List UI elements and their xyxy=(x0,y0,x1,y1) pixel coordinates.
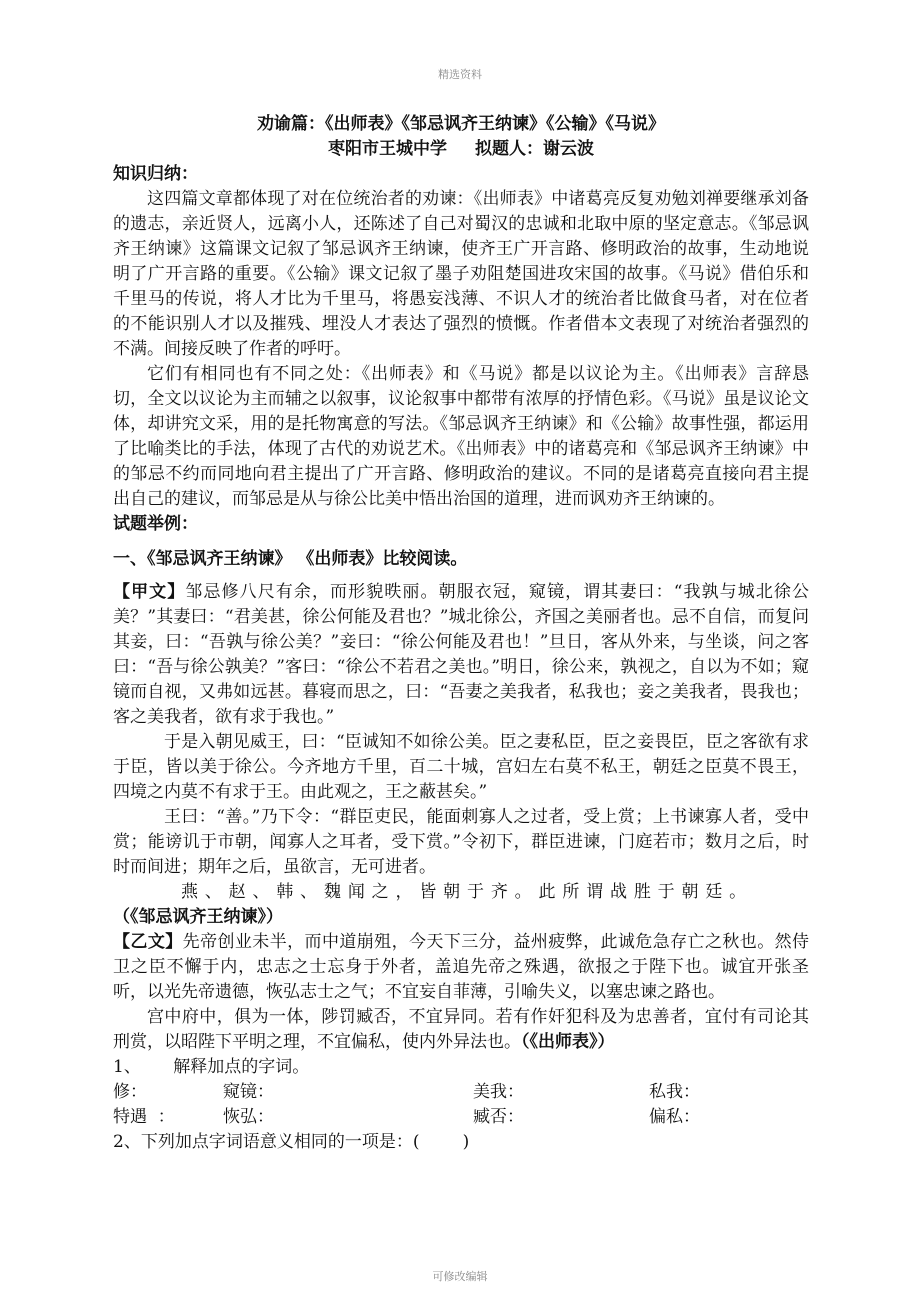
footer-note: 可修改编辑 xyxy=(432,1270,488,1283)
passage-jia-paragraph-3: 王曰：“善。”乃下令：“群臣吏民，能面刺寡人之过者，受上赏；上书谏寡人者，受中赏；能谤讥于市朝，闻寡人之耳者，受下赏。”令初下，群臣进谏，门庭若市；数月之后，时时而间进；期年之后，虽欲言，无可进者。 xyxy=(113,807,809,877)
passage-jia-paragraph-4 xyxy=(113,880,809,930)
passage-yi-paragraph-1 xyxy=(113,930,809,1005)
passage-jia-tag: 【甲文】 xyxy=(113,582,186,602)
examples-heading: 试题举例： xyxy=(113,514,198,534)
question-2-label: 2、下列加点字词语意义相同的一项是：( ) xyxy=(113,1132,470,1152)
header-note: 精选资料 xyxy=(438,68,482,81)
term-xiu: 修： xyxy=(113,1082,147,1102)
school-name: 枣阳市王城中学 xyxy=(328,139,447,159)
passage-jia-paragraph-1 xyxy=(113,580,809,730)
passage-yi-text-2: 宫中府中，俱为一体，陟罚臧否，不宜异同。若有作奸犯科及为忠善者，宜付有司论其刑赏，以昭陛下平明之理，不宜偏私，使内外异法也。 xyxy=(113,1007,809,1052)
passage-yi-source: （《出师表》） xyxy=(521,1032,615,1052)
document-title: 劝谕篇：《出师表》《邹忌讽齐王纳谏》《公输》《马说》 xyxy=(257,114,665,134)
knowledge-heading: 知识归纳： xyxy=(113,164,198,184)
passage-jia-source: （《邹忌讽齐王纳谏》） xyxy=(113,907,283,927)
question-1-label: 1、 解释加点的字词。 xyxy=(113,1057,310,1077)
passage-yi-tag: 【乙文】 xyxy=(113,932,183,952)
author-name: 拟题人：谢云波 xyxy=(475,139,594,159)
term-siwo: 私我： xyxy=(649,1082,700,1102)
passage-jia-text-1: 邹忌修八尺有余，而形貌昳丽。朝服衣冠，窥镜，谓其妻曰：“我孰与城北徐公美？”其妻曰：“君美甚，徐公何能及君也？”城北徐公，齐国之美丽者也。忌不自信，而复问其妾，曰：“吾孰与徐公美？”妾曰：“徐公何能及君也！”旦日，客从外来，与坐谈，问之客曰：“吾与徐公孰美？”客曰：“徐公不若君之美也。”明日，徐公来，孰视之，自以为不如；窥镜而自视，又弗如远甚。暮寝而思之，曰：“吾妻之美我者，私我也；妾之美我者，畏我也；客之美我者，欲有求于我也。” xyxy=(113,582,809,727)
question-1-row-1 xyxy=(113,1080,809,1105)
term-kuijing: 窥镜： xyxy=(223,1082,274,1102)
knowledge-paragraph-2: 它们有相同也有不同之处：《出师表》和《马说》都是以议论为主。《出师表》言辞恳切，全文以议论为主而辅之以叙事，议论叙事中都带有浓厚的抒情色彩。《马说》虽是议论文体，却讲究文采，用的是托物寓意的写法。《邹忌讽齐王纳谏》和《公输》故事性强，都运用了比喻类比的手法，体现了古代的劝说艺术。《出师表》中的诸葛亮和《邹忌讽齐王纳谏》中的邹忌不约而同地向君主提出了广开言路、修明政治的建议。不同的是诸葛亮直接向君主提出自己的建议，而邹忌是从与徐公比美中悟出治国的道理，进而讽劝齐王纳谏的。 xyxy=(113,364,809,509)
passage-jia-text-4: 燕、赵、韩、魏闻之，皆朝于齐。此所谓战胜于朝廷。 xyxy=(181,882,753,902)
term-piansi: 偏私： xyxy=(649,1107,700,1127)
term-teyu: 特遇 ： xyxy=(113,1107,175,1127)
term-meiwo: 美我： xyxy=(473,1082,524,1102)
document-subtitle xyxy=(113,137,809,162)
passage-jia-paragraph-2: 于是入朝见威王，曰：“臣诚知不如徐公美。臣之妻私臣，臣之妾畏臣，臣之客欲有求于臣，皆以美于徐公。今齐地方千里，百二十城，宫妇左右莫不私王，朝廷之臣莫不畏王，四境之内莫不有求于王。由此观之，王之蔽甚矣。” xyxy=(113,732,809,802)
question-1-row-2 xyxy=(113,1105,809,1130)
passage-yi-paragraph-2 xyxy=(113,1005,809,1055)
section-1-title: 一、《邹忌讽齐王纳谏》 《出师表》比较阅读。 xyxy=(113,549,468,569)
term-zangpi: 臧否： xyxy=(473,1107,524,1127)
term-huihong: 恢弘： xyxy=(223,1107,274,1127)
knowledge-paragraph-1: 这四篇文章都体现了对在位统治者的劝谏：《出师表》中诸葛亮反复劝勉刘禅要继承刘备的遗志，亲近贤人，远离小人，还陈述了自己对蜀汉的忠诚和北取中原的坚定意志。《邹忌讽齐王纳谏》这篇课文记叙了邹忌讽齐王纳谏，使齐王广开言路、修明政治的故事，生动地说明了广开言路的重要。《公输》课文记叙了墨子劝阻楚国进攻宋国的故事。《马说》借伯乐和千里马的传说，将人才比为千里马，将愚妄浅薄、不识人才的统治者比做食马者，对在位者的不能识别人才以及摧残、埋没人才表达了强烈的愤慨。作者借本文表现了对统治者强烈的不满。间接反映了作者的呼吁。 xyxy=(113,189,809,359)
document-body xyxy=(113,108,809,1155)
passage-yi-text-1: 先帝创业未半，而中道崩殂，今天下三分，益州疲弊，此诚危急存亡之秋也。然侍卫之臣不懈于内，忠志之士忘身于外者，盖追先帝之殊遇，欲报之于陛下也。诚宜开张圣听，以光先帝遗德，恢弘志士之气；不宜妄自菲薄，引喻失义，以塞忠谏之路也。 xyxy=(113,932,810,1002)
